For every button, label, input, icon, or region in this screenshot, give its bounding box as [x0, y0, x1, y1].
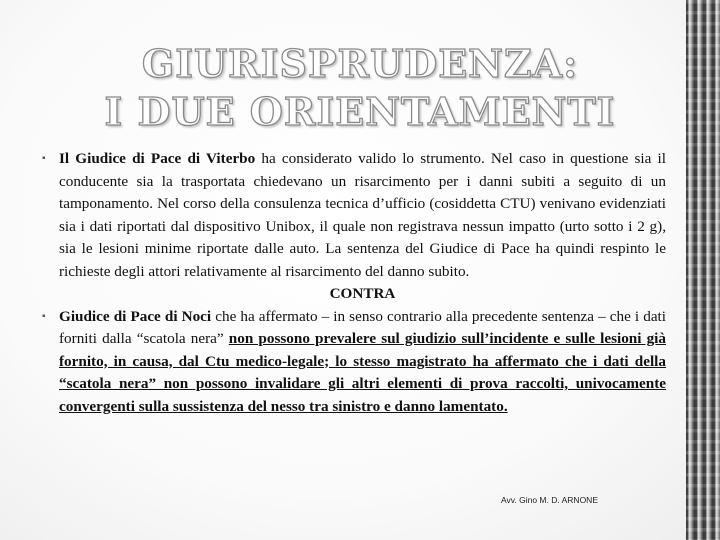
- bullet-underlined-text: non possono prevalere sul giudizio sull’incidente e sulle lesioni già fornito, in causa, dal Ctu medico-legale; lo stesso magistrato ha affermato che i dati della “scatola nera” non possono invalidare gli altri elementi di prova raccolti, univocamente convergenti sulla sussistenza del nesso tra sinistro e danno lamentato.: [59, 330, 666, 415]
- bullet-text: ha considerato valido lo strumento. Nel caso in questione sia il conducente sia la trasportata chiedevano un risarcimento per i danni subiti a seguito di un tamponamento. Nel corso della consulenza tecnica d’ufficio (cosiddetta CTU) venivano evidenziati sia i dati riportati dal dispositivo Unibox, il quale non registrava nessun impatto (urto sotto i 2 g), sia le lesioni minime riportate dalle auto. La sentenza del Giudice di Pace ha quindi respinto le richieste degli attori relativamente al risarcimento del danno subito.: [59, 150, 667, 280]
- title-line-1: GIURISPRUDENZA:: [141, 41, 579, 86]
- author-signature: Avv. Gino M. D. ARNONE: [501, 495, 598, 505]
- bullet-square-icon: ▪: [42, 310, 46, 322]
- decorative-edge: [686, 0, 720, 540]
- bullet-item-viterbo: [42, 148, 666, 283]
- bullet-bold-lead: Giudice di Pace di Noci: [59, 307, 212, 325]
- bullet-square-icon: ▪: [42, 153, 46, 164]
- contra-heading: CONTRA: [329, 285, 396, 302]
- bullet-text: che ha affermato – in senso contrario alla precedente sentenza – che i dati forniti dalla “scatola nera”: [59, 307, 666, 347]
- slide-content: [42, 148, 666, 418]
- bullet-item-noci: [42, 306, 666, 419]
- bullet-bold-lead: Il Giudice di Pace di Viterbo: [59, 150, 256, 167]
- title-line-2: I DUE ORIENTAMENTI: [104, 89, 616, 134]
- slide-title: [90, 40, 630, 136]
